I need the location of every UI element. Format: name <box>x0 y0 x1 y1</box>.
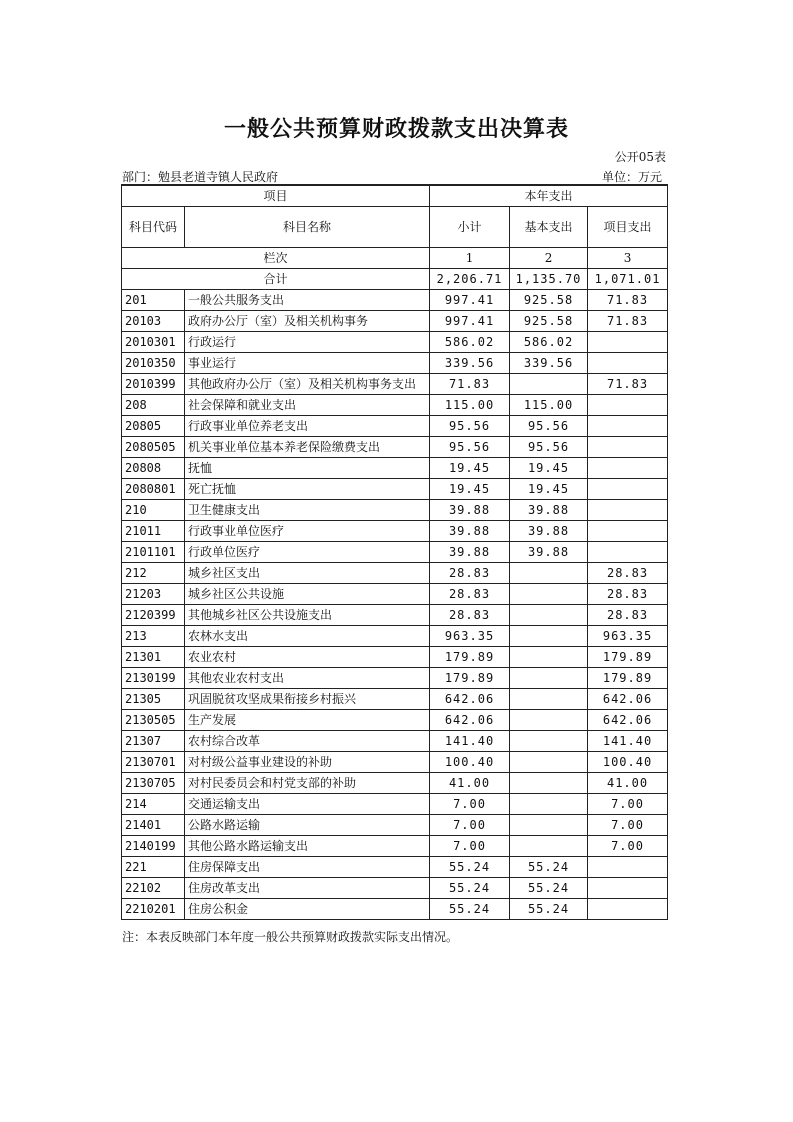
table-row <box>122 584 668 605</box>
column-number-row <box>122 248 668 269</box>
row-subtotal: 179.89 <box>430 668 510 689</box>
row-basic <box>510 668 588 689</box>
row-project <box>588 542 668 563</box>
row-basic: 39.88 <box>510 521 588 542</box>
row-project: 179.89 <box>588 668 668 689</box>
row-basic <box>510 773 588 794</box>
row-basic <box>510 689 588 710</box>
row-basic: 19.45 <box>510 479 588 500</box>
row-basic: 55.24 <box>510 857 588 878</box>
row-subtotal: 71.83 <box>430 374 510 395</box>
row-project: 7.00 <box>588 836 668 857</box>
table-row <box>122 689 668 710</box>
row-code: 2130701 <box>122 752 185 773</box>
row-name: 抚恤 <box>185 458 430 479</box>
row-code: 21203 <box>122 584 185 605</box>
row-subtotal: 141.40 <box>430 731 510 752</box>
row-basic <box>510 374 588 395</box>
row-project: 7.00 <box>588 815 668 836</box>
header-row-2 <box>122 207 668 248</box>
row-basic: 95.56 <box>510 437 588 458</box>
row-subtotal: 39.88 <box>430 521 510 542</box>
row-basic: 39.88 <box>510 542 588 563</box>
row-project: 71.83 <box>588 374 668 395</box>
row-name: 农林水支出 <box>185 626 430 647</box>
table-row <box>122 773 668 794</box>
header-name: 科目名称 <box>185 207 430 248</box>
column-number-1: 1 <box>430 248 510 269</box>
table-row <box>122 416 668 437</box>
row-subtotal: 19.45 <box>430 458 510 479</box>
row-project <box>588 899 668 920</box>
row-project <box>588 479 668 500</box>
row-name: 城乡社区公共设施 <box>185 584 430 605</box>
row-code: 2080801 <box>122 479 185 500</box>
row-basic: 19.45 <box>510 458 588 479</box>
row-name: 其他公路水路运输支出 <box>185 836 430 857</box>
row-basic: 115.00 <box>510 395 588 416</box>
row-project: 963.35 <box>588 626 668 647</box>
table-row <box>122 374 668 395</box>
table-row <box>122 815 668 836</box>
row-code: 2101101 <box>122 542 185 563</box>
row-code: 2010301 <box>122 332 185 353</box>
table-row <box>122 479 668 500</box>
row-name: 机关事业单位基本养老保险缴费支出 <box>185 437 430 458</box>
row-name: 农村综合改革 <box>185 731 430 752</box>
row-name: 对村级公益事业建设的补助 <box>185 752 430 773</box>
row-basic: 55.24 <box>510 899 588 920</box>
row-subtotal: 7.00 <box>430 815 510 836</box>
row-basic <box>510 605 588 626</box>
table-row <box>122 794 668 815</box>
row-basic <box>510 731 588 752</box>
row-code: 21401 <box>122 815 185 836</box>
footnote: 注：本表反映部门本年度一般公共预算财政拨款实际支出情况。 <box>122 930 459 944</box>
row-name: 行政事业单位养老支出 <box>185 416 430 437</box>
row-basic <box>510 584 588 605</box>
row-subtotal: 28.83 <box>430 563 510 584</box>
row-project <box>588 353 668 374</box>
row-project <box>588 500 668 521</box>
row-project: 28.83 <box>588 605 668 626</box>
row-name: 住房公积金 <box>185 899 430 920</box>
table-row <box>122 437 668 458</box>
table-row <box>122 710 668 731</box>
row-subtotal: 41.00 <box>430 773 510 794</box>
row-name: 住房保障支出 <box>185 857 430 878</box>
row-subtotal: 179.89 <box>430 647 510 668</box>
table-row <box>122 521 668 542</box>
row-basic: 925.58 <box>510 311 588 332</box>
row-project <box>588 857 668 878</box>
row-subtotal: 7.00 <box>430 836 510 857</box>
row-subtotal: 55.24 <box>430 899 510 920</box>
table-row <box>122 836 668 857</box>
total-label: 合计 <box>122 269 430 290</box>
row-project: 7.00 <box>588 794 668 815</box>
column-number-3: 3 <box>588 248 668 269</box>
row-code: 21301 <box>122 647 185 668</box>
row-subtotal: 997.41 <box>430 311 510 332</box>
row-basic: 586.02 <box>510 332 588 353</box>
column-label: 栏次 <box>122 248 430 269</box>
table-row <box>122 605 668 626</box>
row-code: 2080505 <box>122 437 185 458</box>
row-name: 农业农村 <box>185 647 430 668</box>
header-project: 项目支出 <box>588 207 668 248</box>
row-code: 20103 <box>122 311 185 332</box>
row-name: 政府办公厅（室）及相关机构事务 <box>185 311 430 332</box>
row-project: 28.83 <box>588 563 668 584</box>
row-project: 141.40 <box>588 731 668 752</box>
table-row <box>122 752 668 773</box>
row-project: 71.83 <box>588 290 668 311</box>
row-name: 一般公共服务支出 <box>185 290 430 311</box>
row-name: 事业运行 <box>185 353 430 374</box>
row-subtotal: 100.40 <box>430 752 510 773</box>
row-basic <box>510 794 588 815</box>
header-subtotal: 小计 <box>430 207 510 248</box>
row-name: 交通运输支出 <box>185 794 430 815</box>
row-project: 179.89 <box>588 647 668 668</box>
row-code: 2130705 <box>122 773 185 794</box>
row-subtotal: 115.00 <box>430 395 510 416</box>
row-basic <box>510 710 588 731</box>
row-project: 100.40 <box>588 752 668 773</box>
table-row <box>122 353 668 374</box>
row-subtotal: 28.83 <box>430 605 510 626</box>
row-subtotal: 642.06 <box>430 710 510 731</box>
table-row <box>122 668 668 689</box>
row-project: 642.06 <box>588 710 668 731</box>
row-name: 住房改革支出 <box>185 878 430 899</box>
row-project <box>588 437 668 458</box>
total-subtotal: 2,206.71 <box>430 269 510 290</box>
row-code: 221 <box>122 857 185 878</box>
table-row <box>122 332 668 353</box>
row-basic: 55.24 <box>510 878 588 899</box>
table-row <box>122 731 668 752</box>
row-name: 行政单位医疗 <box>185 542 430 563</box>
row-project: 71.83 <box>588 311 668 332</box>
row-project <box>588 458 668 479</box>
table-row <box>122 311 668 332</box>
expenditure-table <box>121 184 668 920</box>
department-label: 部门：勉县老道寺镇人民政府 <box>122 170 279 184</box>
table-row <box>122 290 668 311</box>
row-basic: 339.56 <box>510 353 588 374</box>
row-project <box>588 416 668 437</box>
row-subtotal: 55.24 <box>430 857 510 878</box>
row-basic: 39.88 <box>510 500 588 521</box>
form-code: 公开05表 <box>614 150 666 164</box>
row-name: 其他城乡社区公共设施支出 <box>185 605 430 626</box>
table-row <box>122 542 668 563</box>
row-code: 2010350 <box>122 353 185 374</box>
row-name: 卫生健康支出 <box>185 500 430 521</box>
row-code: 2130505 <box>122 710 185 731</box>
row-project: 642.06 <box>588 689 668 710</box>
row-project <box>588 395 668 416</box>
row-basic <box>510 626 588 647</box>
row-subtotal: 39.88 <box>430 542 510 563</box>
document-title: 一般公共预算财政拨款支出决算表 <box>223 117 569 142</box>
row-project <box>588 332 668 353</box>
row-subtotal: 28.83 <box>430 584 510 605</box>
header-row-1 <box>122 185 668 207</box>
row-name: 社会保障和就业支出 <box>185 395 430 416</box>
table-row <box>122 563 668 584</box>
row-subtotal: 7.00 <box>430 794 510 815</box>
table-row <box>122 395 668 416</box>
row-name: 行政事业单位医疗 <box>185 521 430 542</box>
row-name: 巩固脱贫攻坚成果衔接乡村振兴 <box>185 689 430 710</box>
row-basic <box>510 836 588 857</box>
row-code: 2010399 <box>122 374 185 395</box>
row-code: 208 <box>122 395 185 416</box>
row-basic <box>510 752 588 773</box>
table-row <box>122 899 668 920</box>
header-item: 项目 <box>122 185 430 207</box>
total-basic: 1,135.70 <box>510 269 588 290</box>
row-basic: 95.56 <box>510 416 588 437</box>
row-code: 20805 <box>122 416 185 437</box>
row-name: 生产发展 <box>185 710 430 731</box>
row-basic: 925.58 <box>510 290 588 311</box>
row-code: 2210201 <box>122 899 185 920</box>
row-subtotal: 95.56 <box>430 416 510 437</box>
row-code: 213 <box>122 626 185 647</box>
row-subtotal: 19.45 <box>430 479 510 500</box>
row-name: 城乡社区支出 <box>185 563 430 584</box>
row-project <box>588 878 668 899</box>
row-name: 行政运行 <box>185 332 430 353</box>
row-name: 对村民委员会和村党支部的补助 <box>185 773 430 794</box>
row-subtotal: 339.56 <box>430 353 510 374</box>
header-current-year: 本年支出 <box>430 185 668 207</box>
row-basic <box>510 815 588 836</box>
row-name: 公路水路运输 <box>185 815 430 836</box>
table-row <box>122 647 668 668</box>
row-code: 21305 <box>122 689 185 710</box>
table-row <box>122 500 668 521</box>
row-code: 20808 <box>122 458 185 479</box>
column-number-2: 2 <box>510 248 588 269</box>
row-code: 21011 <box>122 521 185 542</box>
row-code: 22102 <box>122 878 185 899</box>
unit-label: 单位：万元 <box>601 170 662 184</box>
table-row <box>122 857 668 878</box>
table-row <box>122 878 668 899</box>
total-project: 1,071.01 <box>588 269 668 290</box>
table-row <box>122 458 668 479</box>
row-subtotal: 55.24 <box>430 878 510 899</box>
header-code: 科目代码 <box>122 207 185 248</box>
table-row <box>122 626 668 647</box>
row-subtotal: 963.35 <box>430 626 510 647</box>
row-project: 41.00 <box>588 773 668 794</box>
row-code: 212 <box>122 563 185 584</box>
total-row <box>122 269 668 290</box>
row-subtotal: 586.02 <box>430 332 510 353</box>
row-code: 2140199 <box>122 836 185 857</box>
row-code: 21307 <box>122 731 185 752</box>
row-code: 2130199 <box>122 668 185 689</box>
row-basic <box>510 647 588 668</box>
row-code: 201 <box>122 290 185 311</box>
row-code: 2120399 <box>122 605 185 626</box>
row-subtotal: 642.06 <box>430 689 510 710</box>
row-basic <box>510 563 588 584</box>
row-project: 28.83 <box>588 584 668 605</box>
row-code: 214 <box>122 794 185 815</box>
row-code: 210 <box>122 500 185 521</box>
row-name: 其他农业农村支出 <box>185 668 430 689</box>
row-subtotal: 997.41 <box>430 290 510 311</box>
row-name: 死亡抚恤 <box>185 479 430 500</box>
row-subtotal: 95.56 <box>430 437 510 458</box>
row-subtotal: 39.88 <box>430 500 510 521</box>
header-basic: 基本支出 <box>510 207 588 248</box>
row-name: 其他政府办公厅（室）及相关机构事务支出 <box>185 374 430 395</box>
row-project <box>588 521 668 542</box>
